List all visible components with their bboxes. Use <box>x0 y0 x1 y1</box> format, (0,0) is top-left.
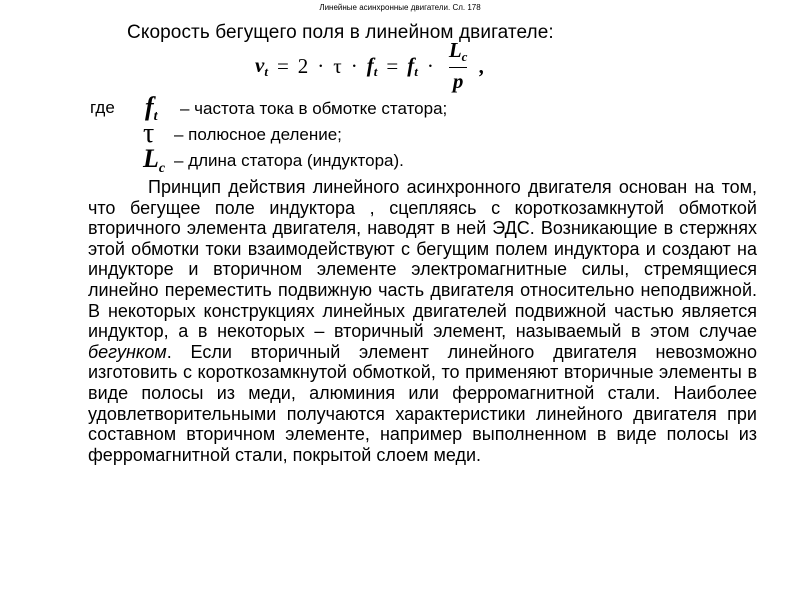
formula-v: $v_t$ <box>255 52 268 79</box>
formula-f-2: $f_t$ <box>407 52 418 79</box>
formula-fraction <box>445 38 472 94</box>
formula-dot-3: · <box>426 53 434 78</box>
section-title: Скорость бегущего поля в линейном двигателе: <box>127 22 554 43</box>
formula-equals-2: = <box>386 53 399 78</box>
definition-symbol-f: $f_t$ <box>145 92 158 124</box>
emphasized-term: бегунком <box>88 341 167 362</box>
formula-dot-1: · <box>317 53 325 78</box>
fraction-numerator: $L_c$ <box>448 38 468 64</box>
formula-comma: , <box>479 53 485 78</box>
formula-equals-1: = <box>276 53 289 78</box>
slide-header: Линейные асинхронные двигатели. Сл. 178 <box>319 3 481 12</box>
body-paragraph: Принцип действия линейного асинхронного двигателя основан на том, что бегущее поле индуктора , сцепляясь с короткозамкнутой обмоткой вторичного элемента двигателя, наводят в ней ЭДС. Возникающие в стержнях этой обмотки токи взаимодействуют с бегущим полем индуктора и создают на индукторе и вторичном элементе электромагнитные силы, стремящиеся линейно переместить подвижную часть двигателя относительно неподвижной. В некоторых конструкциях линейных двигателей подвижной частью является индуктор, а в некоторых – вторичный элемент, называемый в этом случае бегунком. Если вторичный элемент линейного двигателя невозможно изготовить с короткозамкнутой обмоткой, то применяют вторичные элементы в виде полосы из меди, алюминия или ферромагнитной стали. Наиболее удовлетворительными получаются характеристики линейного двигателя при составном вторичном элементе, например выполненном в виде полосы из ферромагнитной стали, покрытой слоем меди. <box>88 177 757 465</box>
formula-f: $f_t$ <box>366 52 378 79</box>
definition-text-pole-pitch: – полюсное деление; <box>174 125 342 144</box>
speed-formula <box>255 34 485 98</box>
formula-two: 2 <box>297 53 309 78</box>
fraction-denominator: p <box>449 67 468 94</box>
definition-symbol-l: $L_c$ <box>143 144 166 176</box>
formula-dot-2: · <box>350 53 358 78</box>
formula-tau: τ <box>333 53 342 78</box>
definitions-intro: где <box>90 98 115 117</box>
definition-text-frequency: – частота тока в обмотке статора; <box>180 99 448 118</box>
definition-text-stator-length: – длина статора (индуктора). <box>174 151 404 170</box>
definition-symbol-tau: τ <box>143 118 155 149</box>
